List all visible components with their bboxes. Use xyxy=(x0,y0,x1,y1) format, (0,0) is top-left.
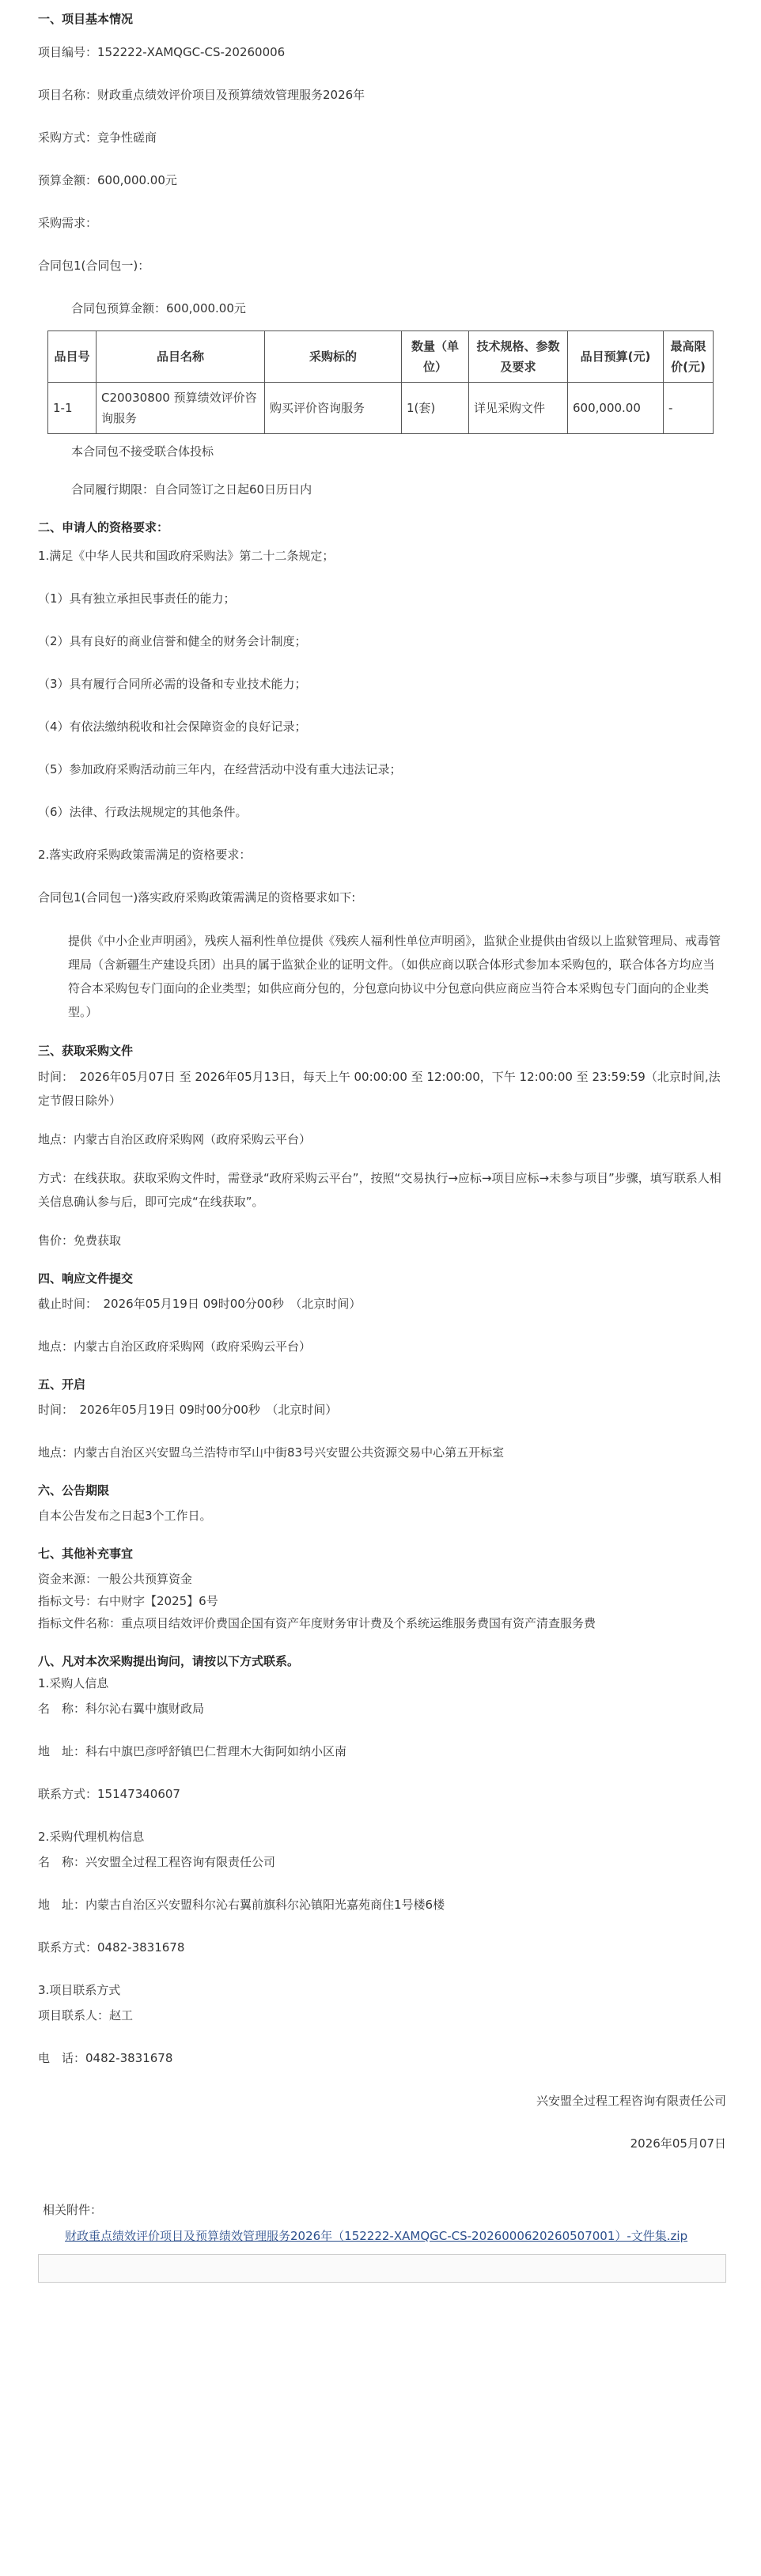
no-consortium-note: 本合同包不接受联合体投标 xyxy=(71,444,214,459)
issuer-company: 兴安盟全过程工程咨询有限责任公司 xyxy=(536,2094,726,2108)
opening-place: 地点：内蒙古自治区兴安盟乌兰浩特市罕山中街83号兴安盟公共资源交易中心第五开标室 xyxy=(38,1445,505,1460)
notice-period: 自本公告发布之日起3个工作日。 xyxy=(38,1509,212,1523)
document-number: 指标文号：右中财字【2025】6号 xyxy=(38,1594,218,1608)
qualification-item: （2）具有良好的商业信誉和健全的财务会计制度； xyxy=(38,634,307,648)
attachment-link[interactable]: 财政重点绩效评价项目及预算绩效管理服务2026年（152222-XAMQGC-CS-20260006202605070​01）-文件集.zip xyxy=(65,2229,688,2243)
attachments-label: 相关附件： xyxy=(43,2203,103,2217)
section-heading: 五、开启 xyxy=(38,1377,86,1392)
section-heading: 四、响应文件提交 xyxy=(38,1271,134,1286)
document-price: 售价：免费获取 xyxy=(38,1233,122,1248)
col-header: 最高限价(元) xyxy=(664,331,714,383)
policy-package: 合同包1(合同包一)落实政府采购政策需满足的资格要求如下: xyxy=(38,890,356,905)
qualification-item: （5）参加政府采购活动前三年内，在经营活动中没有重大违法记录； xyxy=(38,762,402,776)
section-heading: 三、获取采购文件 xyxy=(38,1044,134,1058)
agent-phone: 联系方式：0482-3831678 xyxy=(38,1940,185,1955)
agent-title: 2.采购代理机构信息 xyxy=(38,1830,145,1844)
section-heading: 六、公告期限 xyxy=(38,1483,110,1498)
table-cell: - xyxy=(664,383,714,434)
contact-phone: 电 话：0482-3831678 xyxy=(38,2051,173,2065)
project-no: 项目编号：152222-XAMQGC-CS-20260006 xyxy=(38,45,286,59)
section-heading: 七、其他补充事宜 xyxy=(38,1547,134,1561)
qualification-intro: 1.满足《中华人民共和国政府采购法》第二十二条规定； xyxy=(38,549,335,563)
buyer-phone: 联系方式：15147340607 xyxy=(38,1787,180,1801)
section-heading: 二、申请人的资格要求： xyxy=(38,520,169,534)
agent-name: 名 称：兴安盟全过程工程咨询有限责任公司 xyxy=(38,1855,276,1869)
acquire-way: 方式：在线获取。获取采购文件时，需登录“政府采购云平台”，按照“交易执行→应标→项目应标→未参与项目”步骤，填写联系人相关信息确认参与后，即可完成“在线获取”。 xyxy=(38,1171,721,1209)
project-name: 项目名称：财政重点绩效评价项目及预算绩效管理服务2026年 xyxy=(38,88,365,102)
attachment-preview-box xyxy=(38,2254,726,2283)
col-header: 采购标的 xyxy=(265,331,402,383)
procurement-method: 采购方式：竞争性磋商 xyxy=(38,130,157,145)
opening-time: 时间： 2026年05月19日 09时00分00秒 （北京时间） xyxy=(38,1403,338,1417)
table-cell: C20030800 预算绩效评价咨询服务 xyxy=(97,383,265,434)
issue-date: 2026年05月07日 xyxy=(630,2136,726,2151)
procurement-demand: 采购需求： xyxy=(38,216,98,230)
announcement-content xyxy=(38,8,726,2283)
table-header-row xyxy=(48,331,714,383)
section-heading: 八、凡对本次采购提出询问，请按以下方式联系。 xyxy=(38,1654,300,1668)
col-header: 品目号 xyxy=(48,331,97,383)
budget-amount: 预算金额：600,000.00元 xyxy=(38,173,177,187)
table-cell: 600,000.00 xyxy=(568,383,664,434)
col-header: 品目名称 xyxy=(97,331,265,383)
fund-source: 资金来源：一般公共预算资金 xyxy=(38,1572,193,1586)
acquire-place: 地点：内蒙古自治区政府采购网（政府采购云平台） xyxy=(38,1132,312,1146)
col-header: 数量（单位） xyxy=(402,331,469,383)
col-header: 品目预算(元) xyxy=(568,331,664,383)
buyer-address: 地 址：科右中旗巴彦呼舒镇巴仁哲理木大街阿如纳小区南 xyxy=(38,1744,347,1758)
contract-package: 合同包1(合同包一)： xyxy=(38,259,150,273)
attachment-item xyxy=(38,2224,726,2248)
contact-title: 3.项目联系方式 xyxy=(38,1983,121,1997)
submission-place: 地点：内蒙古自治区政府采购网（政府采购云平台） xyxy=(38,1339,312,1354)
acquire-time: 时间： 2026年05月07日 至 2026年05月13日，每天上午 00:00:00 至 12:00:00，下午 12:00:00 至 23:59:59（北京时间,法定节假日除外） xyxy=(38,1070,721,1108)
qualification-item: （6）法律、行政法规规定的其他条件。 xyxy=(38,805,248,819)
table-cell: 1-1 xyxy=(48,383,97,434)
agent-address: 地 址：内蒙古自治区兴安盟科尔沁右翼前旗科尔沁镇阳光嘉苑商住1号楼6楼 xyxy=(38,1898,445,1912)
contact-person: 项目联系人：赵工 xyxy=(38,2008,134,2023)
section-heading: 一、项目基本情况 xyxy=(38,12,134,26)
table-cell: 1(套) xyxy=(402,383,469,434)
submission-deadline: 截止时间： 2026年05月19日 09时00分00秒 （北京时间） xyxy=(38,1297,362,1311)
policy-requirement: 2.落实政府采购政策需满足的资格要求： xyxy=(38,848,252,862)
table-cell: 详见采购文件 xyxy=(469,383,568,434)
package-budget: 合同包预算金额：600,000.00元 xyxy=(71,301,246,315)
col-header: 技术规格、参数及要求 xyxy=(469,331,568,383)
qualification-item: （1）具有独立承担民事责任的能力； xyxy=(38,591,236,606)
qualification-item: （4）有依法缴纳税收和社会保障资金的良好记录； xyxy=(38,720,307,734)
buyer-title: 1.采购人信息 xyxy=(38,1676,109,1690)
qualification-item: （3）具有履行合同所必需的设备和专业技术能力； xyxy=(38,677,307,691)
document-name: 指标文件名称：重点项目结效评价费国企国有资产年度财务审计费及个系统运维服务费国有资产清查服务费 xyxy=(38,1616,596,1630)
table-row xyxy=(48,383,714,434)
buyer-name: 名 称：科尔沁右翼中旗财政局 xyxy=(38,1702,205,1716)
items-table xyxy=(47,330,714,434)
contract-period: 合同履行期限：自合同签订之日起60日历日内 xyxy=(71,482,312,497)
policy-detail: 提供《中小企业声明函》，残疾人福利性单位提供《残疾人福利性单位声明函》，监狱企业提供由省级以上监狱管理局、戒毒管理局（含新疆生产建设兵团）出具的属于监狱企业的证明文件。（如供应商以联合体形式参加本采购包的，联合体各方均应当符合本采购包专门面向的企业类型；如供应商分包的，分包意向协议中分包意向供应商应当符合本采购包专门面向的企业类型。） xyxy=(68,934,721,1019)
table-cell: 购买评价咨询服务 xyxy=(265,383,402,434)
